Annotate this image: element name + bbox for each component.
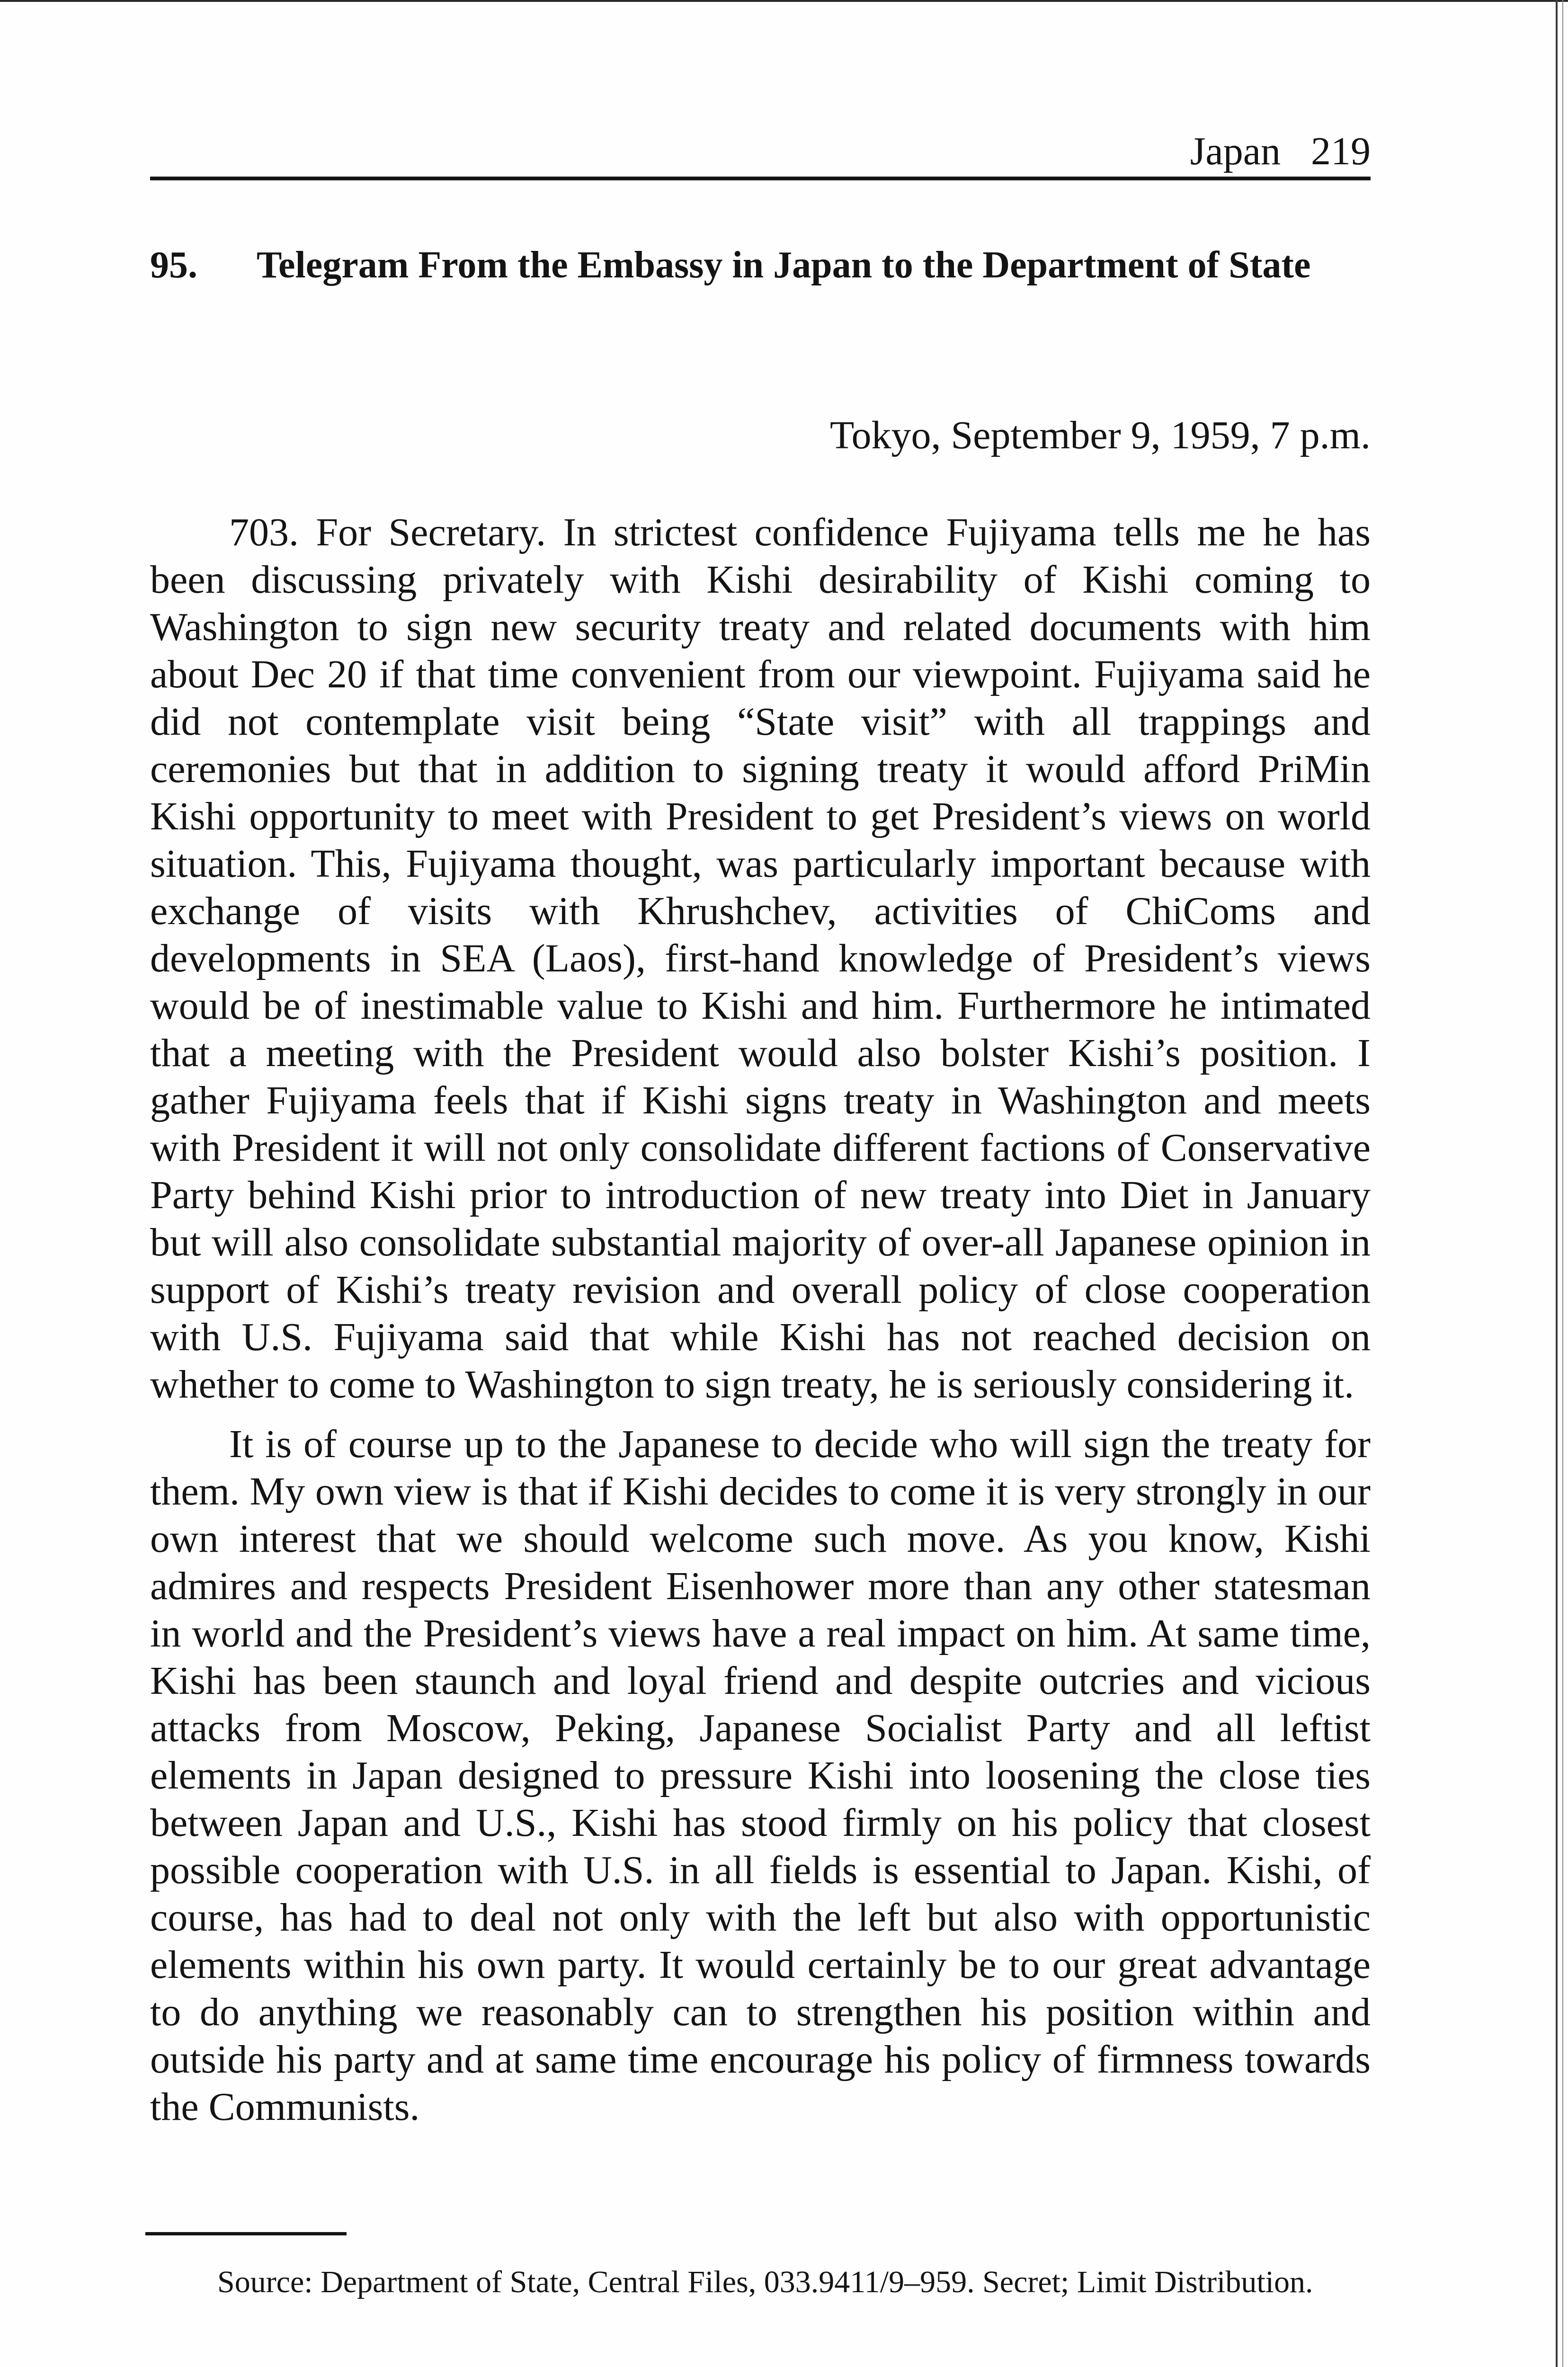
document-title: Telegram From the Embassy in Japan to the Department of State xyxy=(257,244,1311,286)
body-paragraph: It is of course up to the Japanese to decide who will sign the treaty for them. My own view is that if Kishi decides to come it is very strongly in our own interest that we should welcome such move. As you know, Kishi admires and respects President Eisenhower more than any other statesman in world and the President’s views have a real impact on him. At same time, Kishi has been staunch and loyal friend and despite outcries and vicious attacks from Moscow, Peking, Japanese Socialist Party and all leftist elements in Japan designed to pressure Kishi into loosening the close ties between Japan and U.S., Kishi has stood firmly on his policy that closest possible cooperation with U.S. in all fields is essential to Japan. Kishi, of course, has had to deal not only with the left but also with opportunistic elements within his own party. It would certainly be to our great advantage to do anything we reasonably can to strengthen his position within and outside his party and at same time encourage his policy of firmness towards the Communists. xyxy=(150,1422,1371,2129)
source-footnote xyxy=(145,2262,1371,2303)
running-head xyxy=(150,125,1371,178)
footnote-text: Source: Department of State, Central Files, 033.9411/9–959. Secret; Limit Distribution. xyxy=(217,2265,1313,2299)
body-paragraph: 703. For Secretary. In strictest confidence Fujiyama tells me he has been discussing privately with Kishi desirability of Kishi coming to Washington to sign new security treaty and related documents with him about Dec 20 if that time convenient from our viewpoint. Fujiyama said he did not contemplate visit being “State visit” with all trappings and ceremonies but that in addition to signing treaty it would afford PriMin Kishi opportunity to meet with President to get President’s views on world situation. This, Fujiyama thought, was particularly important because with exchange of visits with Khrushchev, activities of ChiComs and developments in SEA (Laos), first-hand knowledge of President’s views would be of inestimable value to Kishi and him. Furthermore he intimated that a meeting with the President would also bolster Kishi’s position. I gather Fujiyama feels that if Kishi signs treaty in Washington and meets with President it will not only consolidate different factions of Conservative Party behind Kishi prior to introduction of new treaty into Diet in January but will also consolidate substantial majority of over-all Japanese opinion in support of Kishi’s treaty revision and overall policy of close cooperation with U.S. Fujiyama said that while Kishi has not reached decision on whether to come to Washington to sign treaty, he is seriously considering it. xyxy=(150,510,1371,1406)
header-rule xyxy=(150,177,1371,180)
telegram-body xyxy=(150,509,1371,2143)
footnote-rule xyxy=(145,2232,347,2235)
scan-top-edge xyxy=(0,0,1568,2)
dateline: Tokyo, September 9, 1959, 7 p.m. xyxy=(830,413,1371,457)
running-head-section: Japan xyxy=(1190,129,1281,173)
scan-right-edge xyxy=(1556,0,1558,2367)
page-number: 219 xyxy=(1311,129,1371,173)
scan-right-edge-shadow xyxy=(1562,0,1563,2367)
document-number: 95. xyxy=(150,244,197,286)
